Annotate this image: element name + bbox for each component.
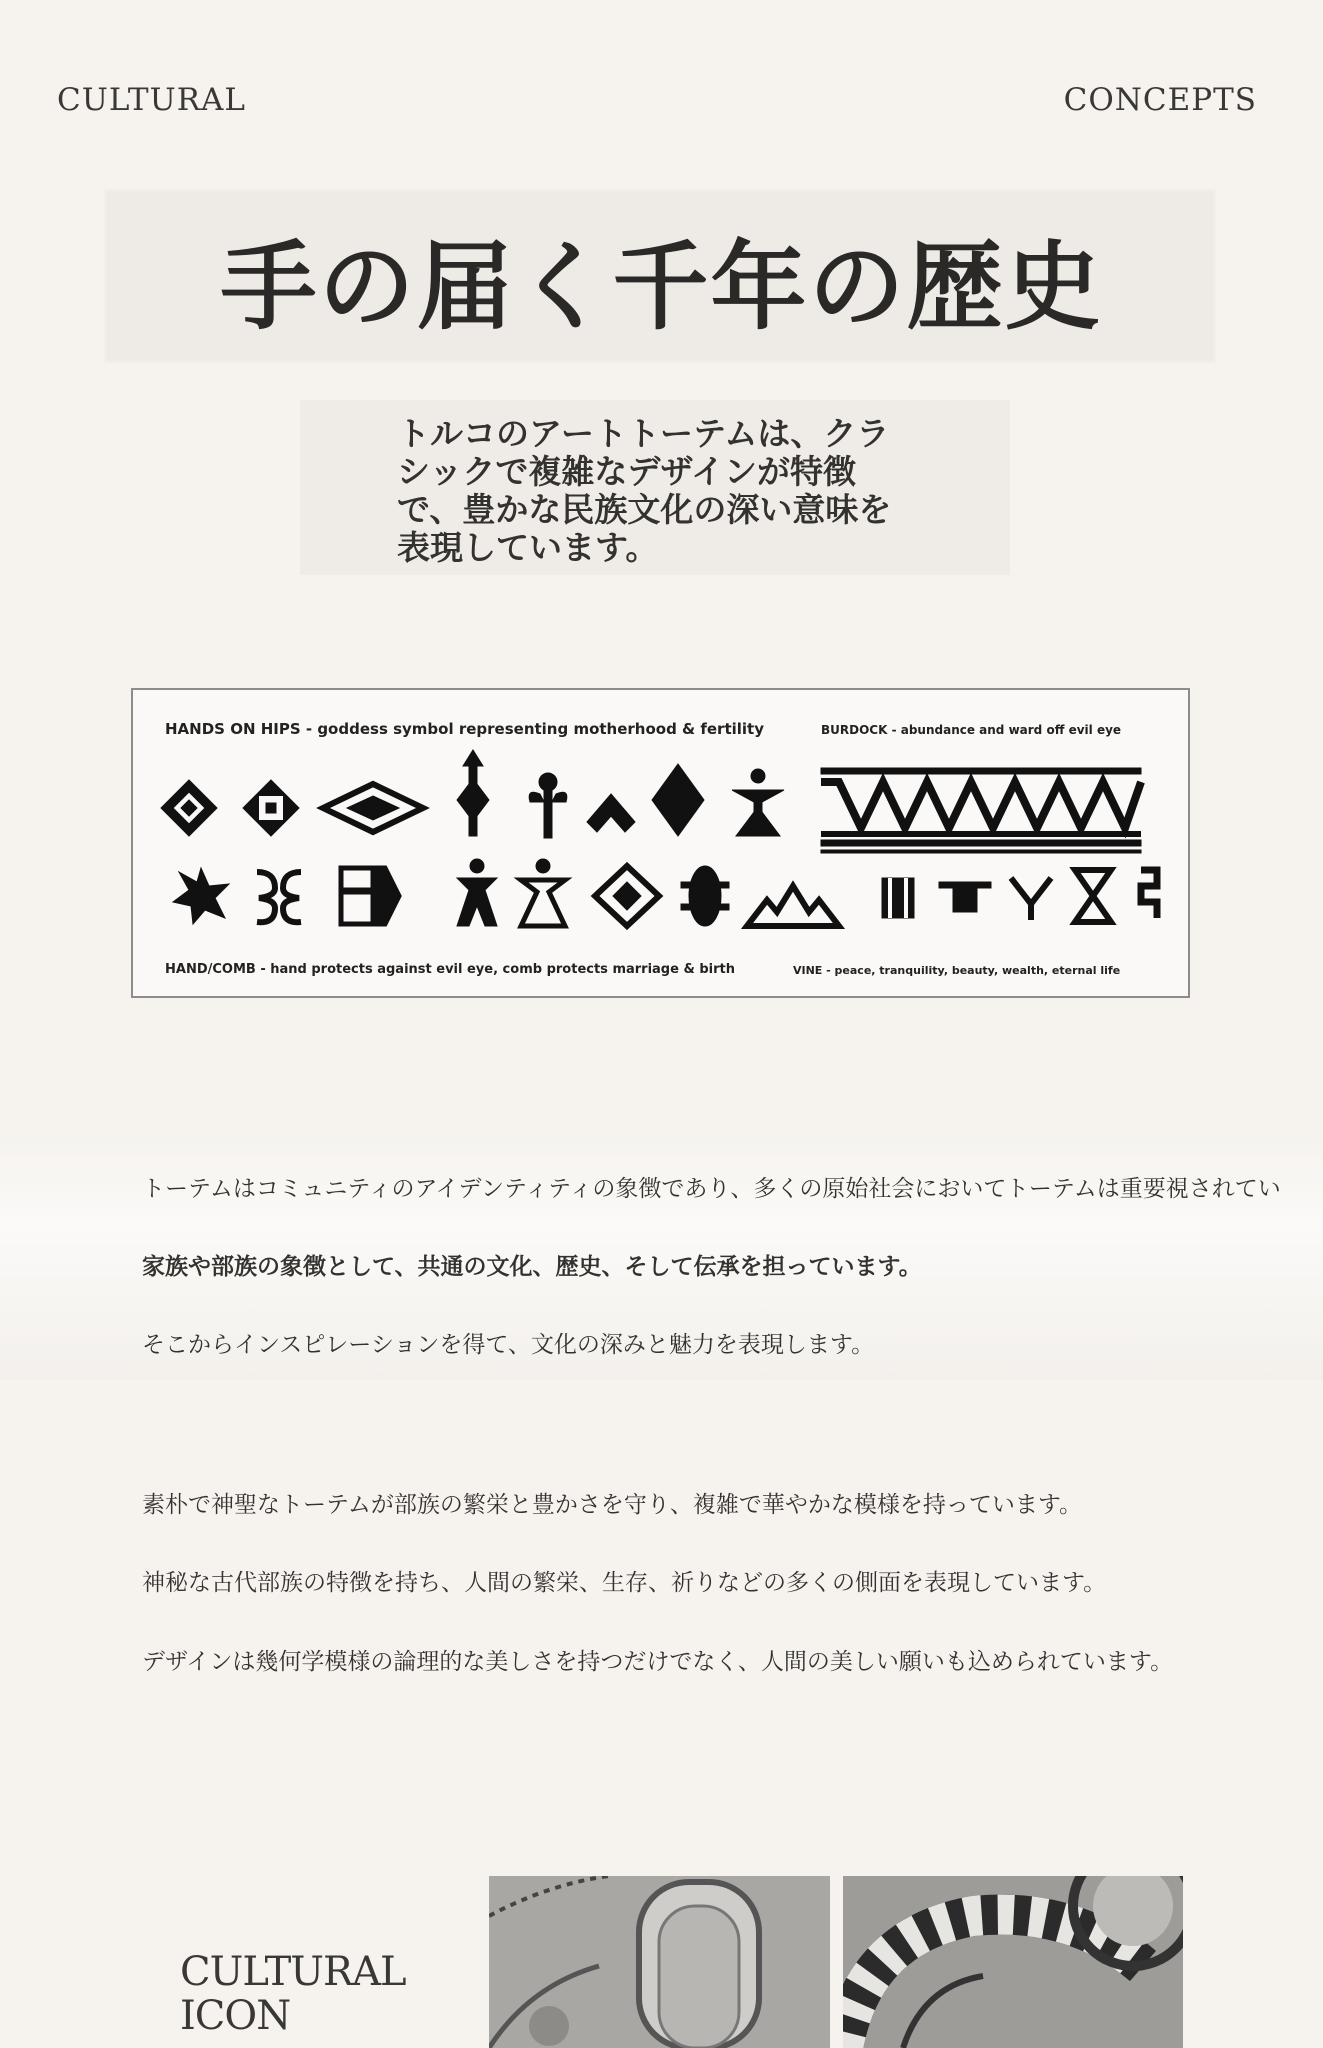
cultural-icon-logo <box>180 1950 406 2038</box>
architecture-photo-2 <box>843 1876 1183 2048</box>
hourglass-motif-icon <box>1075 870 1111 922</box>
caption-hands-on-hips: HANDS ON HIPS - goddess symbol representing motherhood & fertility <box>165 720 764 738</box>
diamond-motif-icon <box>161 780 217 836</box>
comb-motif-icon <box>882 878 914 918</box>
striped-arch-image <box>843 1876 1183 2048</box>
vine-fork-icon <box>1011 878 1051 920</box>
subtitle: トルコのアートトーテムは、クラシックで複雑なデザインが特徴で、豊かな民族文化の深い意味を表現しています。 <box>397 414 892 567</box>
figure-b-icon <box>521 859 565 926</box>
motif-chart-image <box>131 688 1190 998</box>
caption-hand-comb: HAND/COMB - hand protects against evil eye, comb protects marriage & birth <box>165 962 735 977</box>
page-title: 手の届く千年の歴史 <box>220 231 1103 343</box>
hand-motif-icon <box>939 882 991 912</box>
motif-symbols <box>133 690 1188 996</box>
body-paragraph-1: トーテムはコミュニティのアイデンティティの象徴であり、多くの原始社会においてトーテムは重要視されてい <box>142 1176 1281 1202</box>
lattice-diamond-motif-icon <box>323 784 423 832</box>
architecture-photo-1 <box>489 1876 830 2048</box>
chevron-motif-icon <box>587 794 635 832</box>
nav-cultural[interactable]: CULTURAL <box>57 82 247 118</box>
star-burst-motif-icon <box>173 868 229 924</box>
figure-a-icon <box>457 859 497 926</box>
hook-diamond-motif-icon <box>243 780 299 836</box>
arrow-figure-icon <box>457 750 489 836</box>
body-paragraph-4: 素朴で神聖なトーテムが部族の繁栄と豊かさを守り、複雑で華やかな模様を持っています。 <box>142 1492 1083 1518</box>
dome-ornament-image <box>489 1876 830 2048</box>
hexagon-motif-icon <box>341 868 399 924</box>
beetle-motif-icon <box>681 866 729 926</box>
rhombus-motif-icon <box>652 764 704 836</box>
fleur-figure-icon <box>529 773 567 838</box>
caption-burdock: BURDOCK - abundance and ward off evil eye <box>821 723 1122 737</box>
nav-concepts[interactable]: CONCEPTS <box>1063 82 1257 118</box>
scroll-motif-icon <box>257 872 301 922</box>
body-paragraph-2: 家族や部族の象徴として、共通の文化、歴史、そして伝承を担っています。 <box>142 1254 922 1280</box>
body-paragraph-3: そこからインスピレーションを得て、文化の深みと魅力を表現します。 <box>142 1332 875 1358</box>
goddess-figure-icon <box>732 769 784 836</box>
logo-line-2: ICON <box>180 1993 291 2039</box>
burdock-band-icon <box>821 768 1141 853</box>
body-paragraph-5: 神秘な古代部族の特徴を持ち、人間の繁栄、生存、祈りなどの多くの側面を表現しています。 <box>142 1570 1107 1596</box>
body-paragraph-6: デザインは幾何学模様の論理的な美しさを持つだけでなく、人間の美しい願いも込められています。 <box>142 1649 1174 1675</box>
ornate-diamond-motif-icon <box>595 866 659 926</box>
mountain-motif-icon <box>747 886 839 926</box>
caption-vine: VINE - peace, tranquility, beauty, wealth, eternal life <box>793 964 1121 977</box>
meander-motif-icon <box>1141 870 1157 918</box>
logo-line-1: CULTURAL <box>180 1949 406 1995</box>
